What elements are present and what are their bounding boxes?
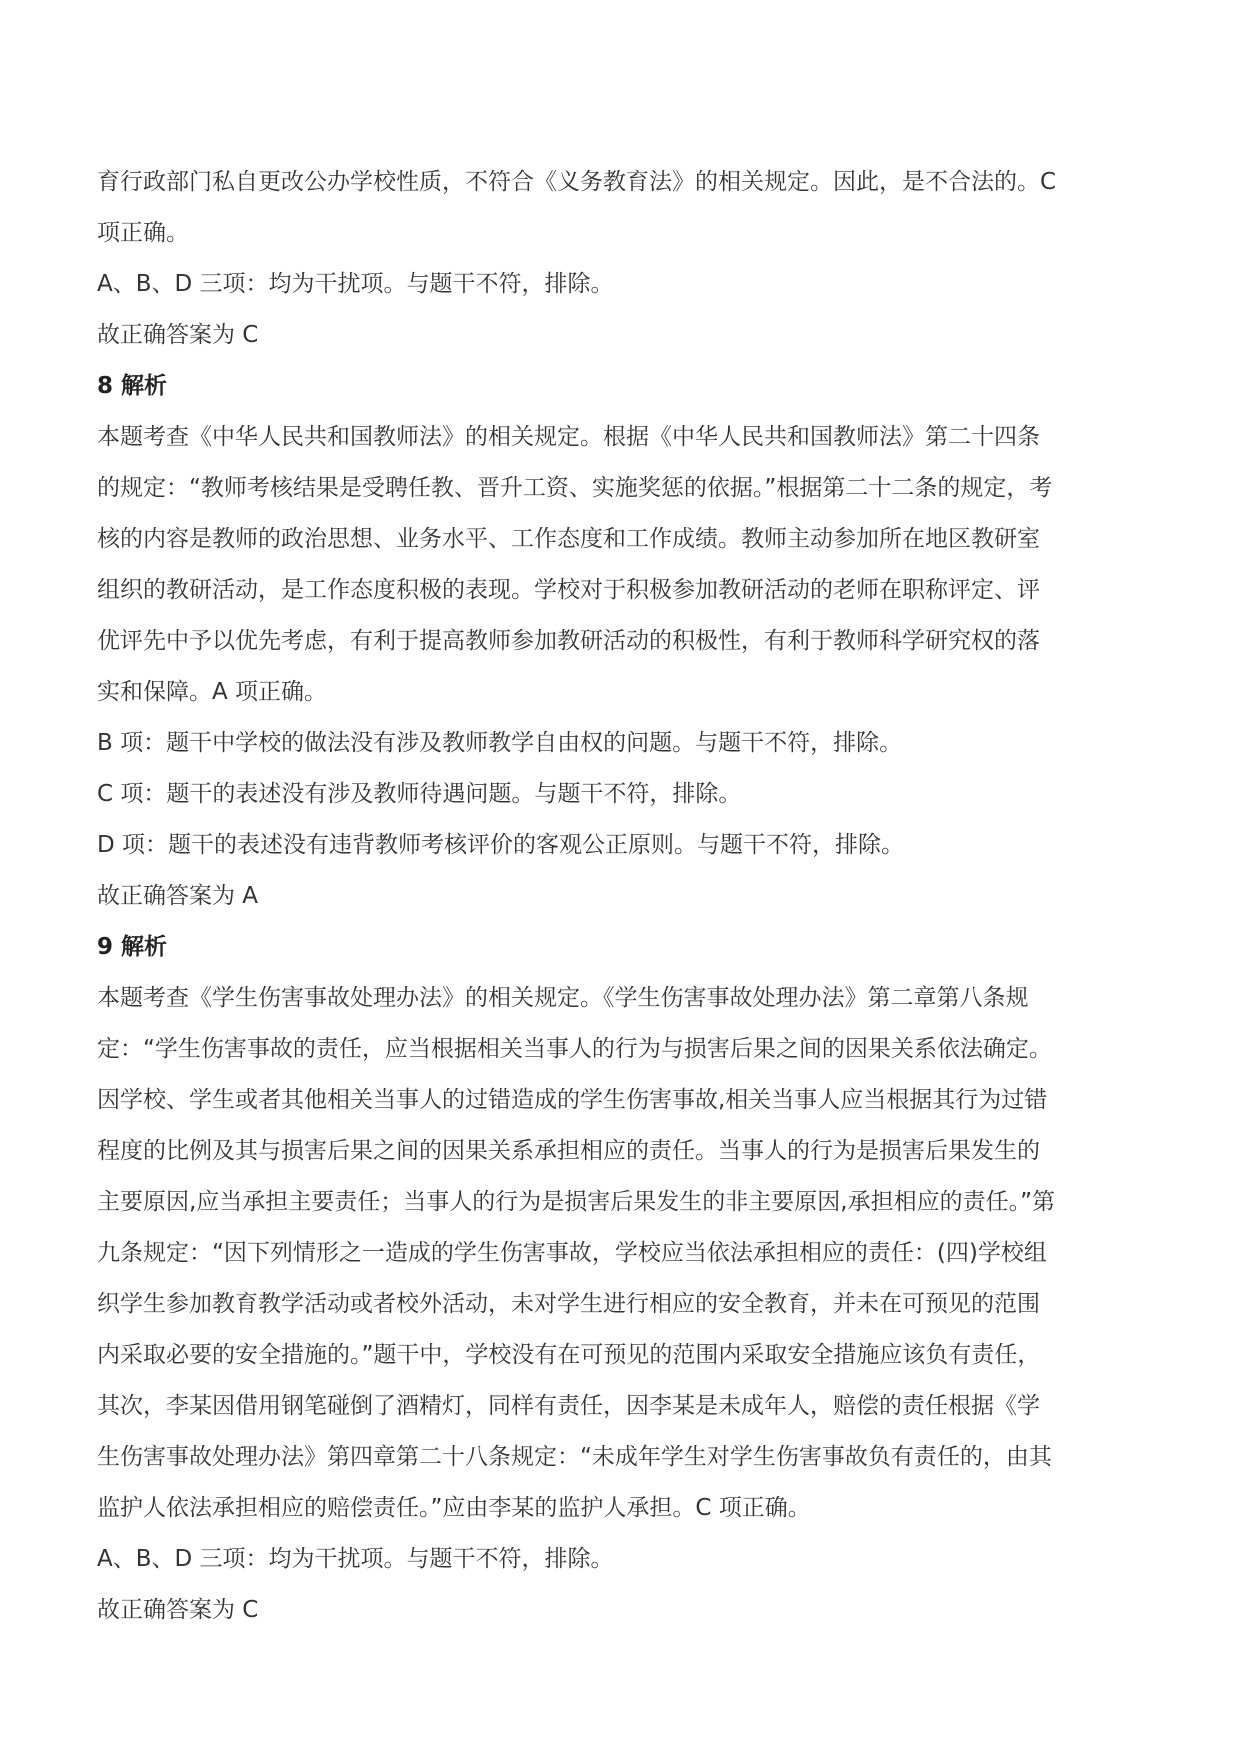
paragraph-line: 监护人依法承担相应的赔偿责任。”应由李某的监护人承担。C 项正确。	[97, 1495, 811, 1521]
paragraph-line: 内采取必要的安全措施的。”题干中，学校没有在可预见的范围内采取安全措施应该负有责任，	[97, 1342, 1041, 1368]
paragraph-line: 项正确。	[97, 220, 189, 246]
paragraph-line: 育行政部门私自更改公办学校性质，不符合《义务教育法》的相关规定。因此，是不合法的。C	[97, 169, 1057, 195]
paragraph-line: 生伤害事故处理办法》第四章第二十八条规定：“未成年学生对学生伤害事故负有责任的，由其	[97, 1444, 1052, 1470]
paragraph-line: B 项：题干中学校的做法没有涉及教师教学自由权的问题。与题干不符，排除。	[97, 730, 903, 756]
paragraph-line: 本题考查《学生伤害事故处理办法》的相关规定。《学生伤害事故处理办法》第二章第八条规	[97, 985, 1029, 1011]
paragraph-line: 的规定：“教师考核结果是受聘任教、晋升工资、实施奖惩的依据。”根据第二十二条的规定，考	[97, 475, 1053, 501]
answer-line: 故正确答案为 C	[97, 1597, 259, 1623]
paragraph-line: 程度的比例及其与损害后果之间的因果关系承担相应的责任。当事人的行为是损害后果发生的	[97, 1138, 1040, 1164]
answer-line: 故正确答案为 A	[97, 883, 259, 909]
document-page	[97, 157, 1155, 1636]
paragraph-line: C 项：题干的表述没有涉及教师待遇问题。与题干不符，排除。	[97, 781, 742, 807]
section-9	[97, 922, 1155, 1636]
paragraph-line: A、B、D 三项：均为干扰项。与题干不符，排除。	[97, 1546, 614, 1572]
paragraph-line: 核的内容是教师的政治思想、业务水平、工作态度和工作成绩。教师主动参加所在地区教研室	[97, 526, 1040, 552]
paragraph-line: 实和保障。A 项正确。	[97, 679, 328, 705]
paragraph-line: D 项：题干的表述没有违背教师考核评价的客观公正原则。与题干不符，排除。	[97, 832, 905, 858]
section-heading: 9 解析	[97, 934, 168, 960]
paragraph-line: 九条规定：“因下列情形之一造成的学生伤害事故，学校应当依法承担相应的责任：(四)学校组	[97, 1240, 1047, 1266]
paragraph-line: 因学校、学生或者其他相关当事人的过错造成的学生伤害事故,相关当事人应当根据其行为过错	[97, 1087, 1048, 1113]
paragraph-line: 其次，李某因借用钢笔碰倒了酒精灯，同样有责任，因李某是未成年人，赔偿的责任根据《学	[97, 1393, 1040, 1419]
answer-line: 故正确答案为 C	[97, 322, 259, 348]
section-7-continued	[97, 157, 1155, 361]
section-8	[97, 361, 1155, 922]
paragraph-line: 主要原因,应当承担主要责任；当事人的行为是损害后果发生的非主要原因,承担相应的责任。”第	[97, 1189, 1056, 1215]
section-heading: 8 解析	[97, 373, 168, 399]
paragraph-line: 优评先中予以优先考虑，有利于提高教师参加教研活动的积极性，有利于教师科学研究权的落	[97, 628, 1040, 654]
paragraph-line: 组织的教研活动，是工作态度积极的表现。学校对于积极参加教研活动的老师在职称评定、评	[97, 577, 1040, 603]
paragraph-line: A、B、D 三项：均为干扰项。与题干不符，排除。	[97, 271, 614, 297]
paragraph-line: 定：“学生伤害事故的责任，应当根据相关当事人的行为与损害后果之间的因果关系依法确定。	[97, 1036, 1052, 1062]
paragraph-line: 本题考查《中华人民共和国教师法》的相关规定。根据《中华人民共和国教师法》第二十四条	[97, 424, 1040, 450]
paragraph-line: 织学生参加教育教学活动或者校外活动，未对学生进行相应的安全教育，并未在可预见的范围	[97, 1291, 1040, 1317]
